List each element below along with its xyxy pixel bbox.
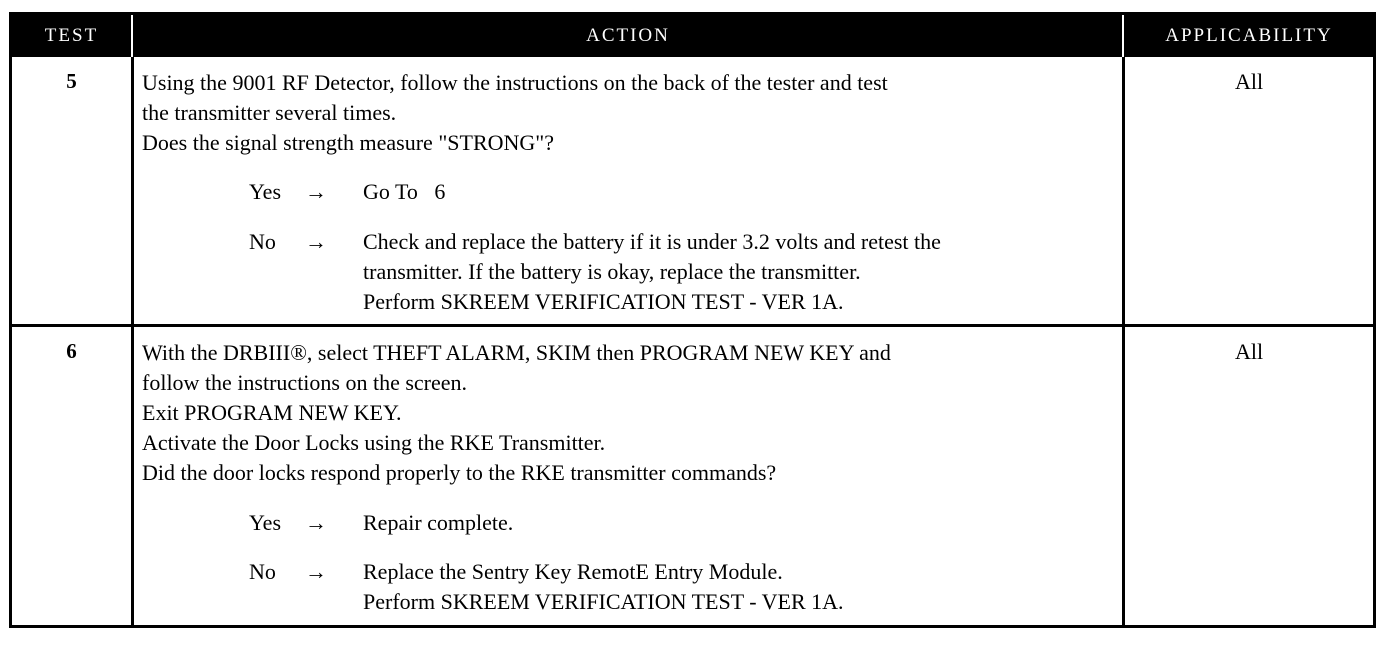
applicability-cell: All [1234,339,1264,364]
answer-key: No [249,229,276,254]
action-line: the transmitter several times. [142,100,397,125]
action-cell [142,338,1122,617]
answer-key: No [249,559,276,584]
action-line: Activate the Door Locks using the RKE Transmitter. [142,430,606,455]
answer-text [363,557,1122,617]
answer-yes [249,177,1122,207]
answer-text [363,177,1122,207]
answer-no [249,227,1122,317]
answer-text [363,227,1122,317]
action-line: With the DRBIII®, select THEFT ALARM, SKIM then PROGRAM NEW KEY and [142,340,891,365]
arrow-right-icon: → [305,510,327,535]
arrow-right-icon: → [305,229,327,254]
answer-line: Check and replace the battery if it is under 3.2 volts and retest the [363,229,941,254]
table-row [12,327,1373,625]
header-divider [131,15,133,57]
answer-line: Perform SKREEM VERIFICATION TEST - VER 1A. [363,589,844,614]
answer-line: transmitter. If the battery is okay, replace the transmitter. [363,259,861,284]
header-action: ACTION [586,25,670,46]
header-applicability: APPLICABILITY [1165,25,1333,46]
action-line: Exit PROGRAM NEW KEY. [142,400,402,425]
action-cell [142,68,1122,317]
answer-yes [249,508,1122,538]
answer-key: Yes [249,179,282,204]
header-test: TEST [44,25,99,46]
answer-no [249,557,1122,617]
answer-line: Repair complete. [363,510,514,535]
action-line: follow the instructions on the screen. [142,370,468,395]
applicability-cell: All [1234,69,1264,94]
arrow-right-icon: → [305,559,327,584]
answer-line: Replace the Sentry Key RemotE Entry Module. [363,559,783,584]
diagnostic-test-table [9,12,1376,628]
action-line: Using the 9001 RF Detector, follow the instructions on the back of the tester and test [142,70,888,95]
header-divider [1122,15,1124,57]
test-number: 5 [66,69,77,93]
action-line: Does the signal strength measure "STRONG"? [142,130,555,155]
test-number: 6 [66,339,77,363]
action-line: Did the door locks respond properly to the RKE transmitter commands? [142,460,777,485]
answer-line: Go To 6 [363,179,446,204]
table-header [12,15,1373,57]
answer-line: Perform SKREEM VERIFICATION TEST - VER 1A. [363,289,844,314]
arrow-right-icon: → [305,179,327,204]
answer-key: Yes [249,510,282,535]
answer-text [363,508,1122,538]
table-row [12,57,1373,324]
